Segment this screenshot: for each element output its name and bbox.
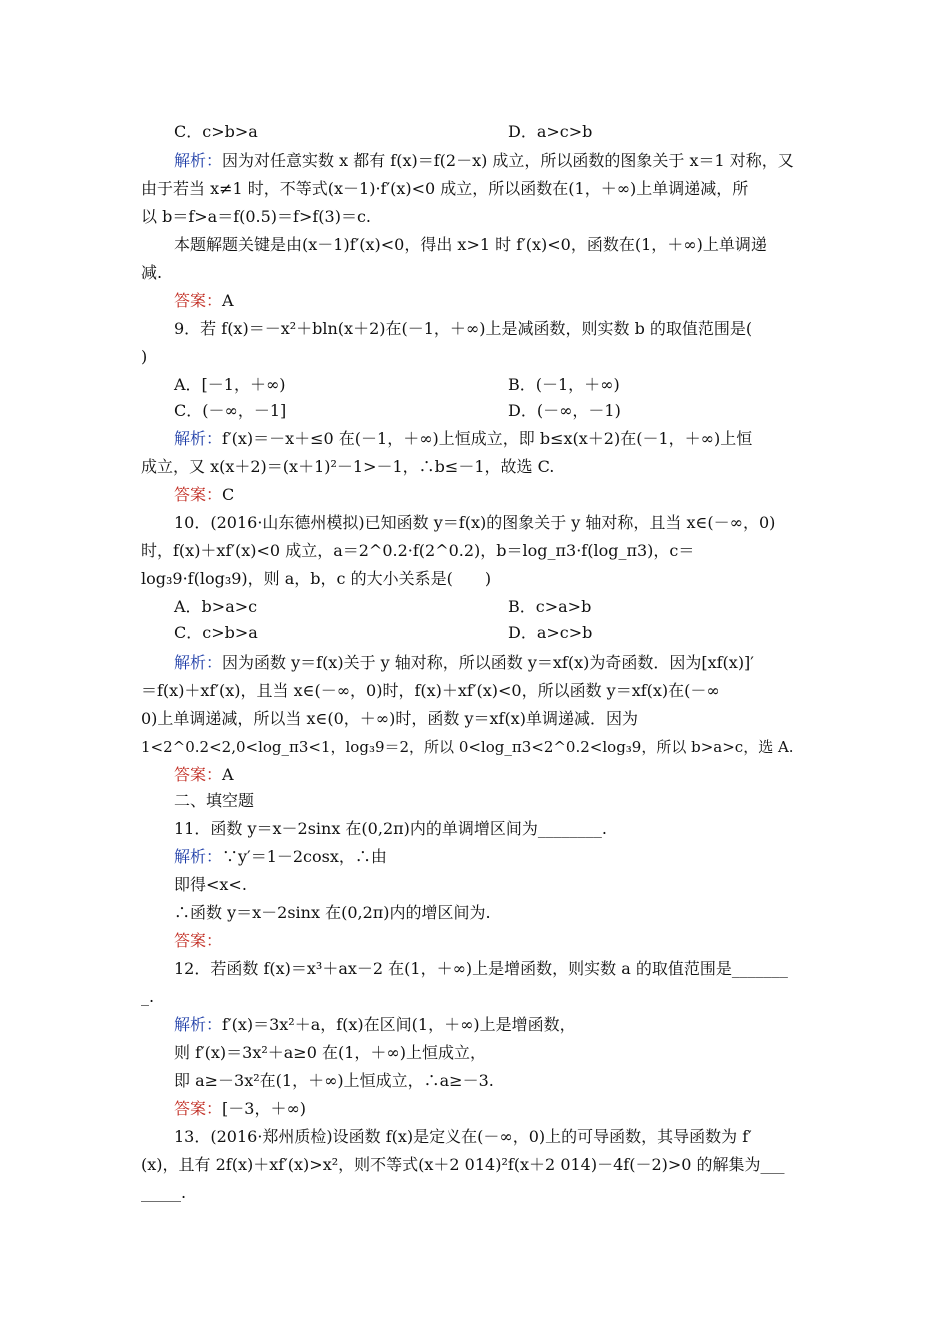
option-d: D．a>c>b <box>508 623 593 642</box>
solution-text: 因为对任意实数 x 都有 f(x)＝f(2－x) 成立，所以函数的图象关于 x＝1 对称，又 <box>222 151 794 170</box>
solution-label: 解析： <box>174 1015 223 1034</box>
text-line: ) <box>141 347 148 366</box>
answer-value: C <box>222 485 235 504</box>
solution-text: ∵y′＝1－2cosx，∴由 <box>222 847 387 866</box>
option-d: D．(－∞，－1) <box>508 401 621 420</box>
question-10: 10．(2016·山东德州模拟)已知函数 y＝f(x)的图象关于 y 轴对称，且当 x∈(－∞，0) <box>174 513 776 532</box>
text-line: _____. <box>141 1183 187 1202</box>
answer-label: 答案： <box>174 765 223 784</box>
text-line: 则 f′(x)＝3x²＋a≥0 在(1，＋∞)上恒成立， <box>174 1043 486 1062</box>
option-c: C．c>b>a <box>174 122 258 141</box>
solution-line <box>174 1014 576 1036</box>
section-heading: 二、填空题 <box>174 791 255 810</box>
answer-value: A <box>222 765 234 784</box>
solution-line <box>174 150 794 172</box>
option-d: D．a>c>b <box>508 122 593 141</box>
solution-text: 因为函数 y＝f(x)关于 y 轴对称，所以函数 y＝xf(x)为奇函数．因为[xf(x)]′ <box>222 653 754 672</box>
solution-label: 解析： <box>174 429 223 448</box>
text-line: 成立，又 x(x＋2)＝(x＋1)²－1>－1，∴b≤－1，故选 C. <box>141 457 555 476</box>
solution-text: f′(x)＝－x＋≤0 在(－1，＋∞)上恒成立，即 b≤x(x＋2)在(－1，＋∞)上恒 <box>222 429 753 448</box>
text-line: log₃9·f(log₃9)，则 a，b，c 的大小关系是( ) <box>141 569 492 588</box>
answer-label: 答案： <box>174 1099 223 1118</box>
text-line: 本题解题关键是由(x－1)f′(x)<0，得出 x>1 时 f′(x)<0，函数在(1，＋∞)上单调递 <box>174 235 767 254</box>
answer-label: 答案： <box>174 485 223 504</box>
text-line: _. <box>141 987 155 1006</box>
text-line: 减. <box>141 263 163 282</box>
solution-label: 解析： <box>174 653 223 672</box>
solution-line <box>174 428 752 450</box>
answer-value: A <box>222 291 234 310</box>
question-12: 12．若函数 f(x)＝x³＋ax－2 在(1，＋∞)上是增函数，则实数 a 的取值范围是_______ <box>174 959 788 978</box>
option-c: C．(－∞，－1] <box>174 401 287 420</box>
text-line: 0)上单调递减，所以当 x∈(0，＋∞)时，函数 y＝xf(x)单调递减．因为 <box>141 709 638 728</box>
option-b: B．(－1，＋∞) <box>508 375 620 394</box>
solution-label: 解析： <box>174 151 223 170</box>
question-9: 9．若 f(x)＝－x²＋bln(x＋2)在(－1，＋∞)上是减函数，则实数 b 的取值范围是( <box>174 319 753 338</box>
question-13: 13．(2016·郑州质检)设函数 f(x)是定义在(－∞，0)上的可导函数，其导函数为 f′ <box>174 1127 752 1146</box>
answer-line <box>174 290 234 312</box>
solution-text: f′(x)＝3x²＋a，f(x)在区间(1，＋∞)上是增函数， <box>222 1015 576 1034</box>
text-line: 即 a≥－3x²在(1，＋∞)上恒成立，∴a≥－3. <box>174 1071 494 1090</box>
option-a: A．b>a>c <box>174 597 258 616</box>
text-line: 1<2^0.2<2,0<log_π3<1，log₃9＝2，所以 0<log_π3<2^0.2<log₃9，所以 b>a>c，选 A. <box>141 738 794 756</box>
answer-value: [－3，＋∞) <box>222 1099 307 1118</box>
text-line: 时，f(x)＋xf′(x)<0 成立，a＝2^0.2·f(2^0.2)，b＝log_π3·f(log_π3)，c＝ <box>141 541 695 560</box>
answer-label: 答案： <box>174 291 223 310</box>
solution-line <box>174 846 387 868</box>
option-c: C．c>b>a <box>174 623 258 642</box>
text-line: 以 b＝f>a＝f(0.5)＝f>f(3)＝c. <box>141 207 372 226</box>
answer-line <box>174 1098 306 1120</box>
text-line: 由于若当 x≠1 时，不等式(x－1)·f′(x)<0 成立，所以函数在(1，＋∞)上单调递减，所 <box>141 179 749 198</box>
solution-label: 解析： <box>174 847 223 866</box>
option-b: B．c>a>b <box>508 597 592 616</box>
text-line: 即得<x<. <box>174 875 247 894</box>
solution-line <box>174 652 754 674</box>
answer-label: 答案： <box>174 931 223 950</box>
text-line: ∴函数 y＝x－2sinx 在(0,2π)内的增区间为. <box>174 903 491 922</box>
text-line: ＝f(x)＋xf′(x)，且当 x∈(－∞，0)时，f(x)＋xf′(x)<0，所以函数 y＝xf(x)在(－∞ <box>141 681 720 700</box>
text-line: (x)，且有 2f(x)＋xf′(x)>x²，则不等式(x＋2 014)²f(x＋2 014)－4f(－2)>0 的解集为___ <box>141 1155 785 1174</box>
answer-line <box>174 484 234 506</box>
answer-line <box>174 764 234 786</box>
question-11: 11．函数 y＝x－2sinx 在(0,2π)内的单调增区间为________. <box>174 819 607 838</box>
option-a: A．[－1，＋∞) <box>174 375 286 394</box>
